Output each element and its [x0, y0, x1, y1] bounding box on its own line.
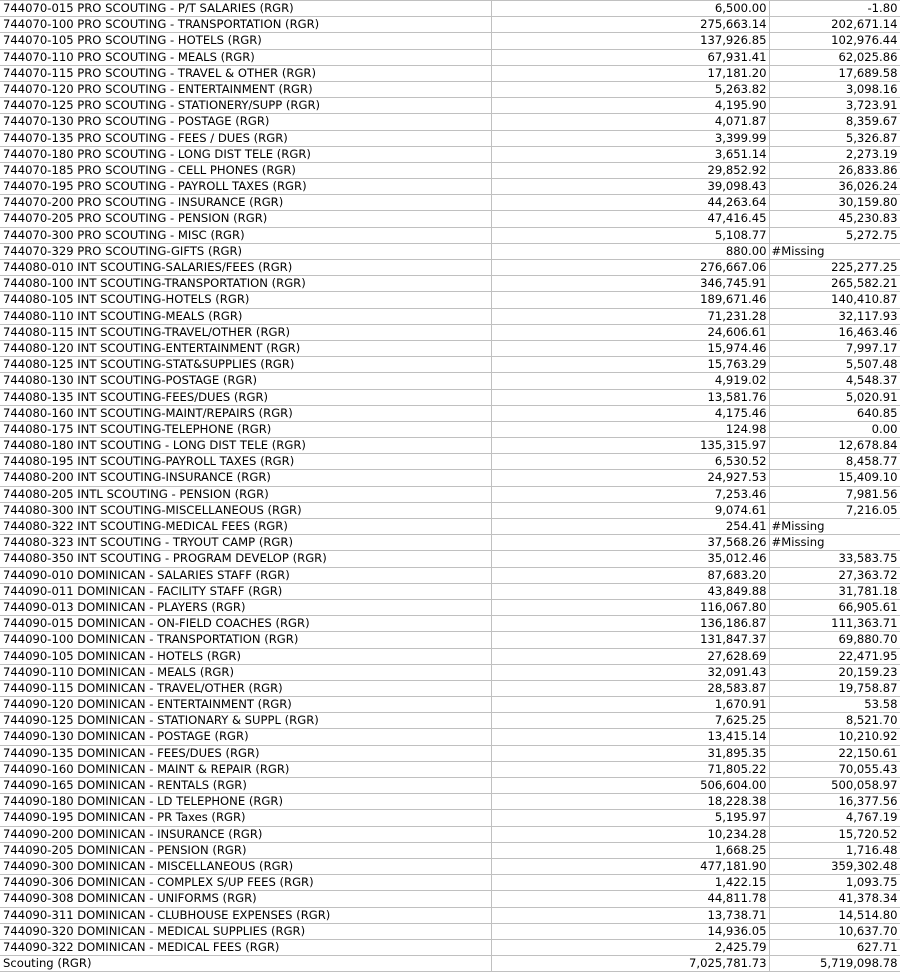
account-label-cell[interactable]: 744090-110 DOMINICAN - MEALS (RGR) [0, 664, 491, 680]
amount-cell-a[interactable]: 87,683.20 [491, 567, 769, 583]
table-row [0, 632, 900, 648]
table-row [0, 114, 900, 130]
amount-cell-a[interactable]: 6,500.00 [491, 1, 769, 17]
table-row [0, 616, 900, 632]
account-label-cell[interactable]: Scouting (RGR) [0, 956, 491, 972]
amount-cell-b[interactable]: 10,637.70 [769, 923, 900, 939]
amount-cell-b[interactable]: #Missing [769, 519, 900, 535]
amount-cell-a[interactable]: 136,186.87 [491, 616, 769, 632]
amount-cell-b[interactable]: 69,880.70 [769, 632, 900, 648]
amount-cell-a[interactable]: 7,625.25 [491, 713, 769, 729]
amount-cell-a[interactable]: 27,628.69 [491, 648, 769, 664]
account-label-cell[interactable]: 744090-010 DOMINICAN - SALARIES STAFF (RGR) [0, 567, 491, 583]
account-label-cell[interactable]: 744080-120 INT SCOUTING-ENTERTAINMENT (RGR) [0, 340, 491, 356]
amount-cell-b[interactable]: 7,216.05 [769, 502, 900, 518]
account-label-cell[interactable]: 744080-350 INT SCOUTING - PROGRAM DEVELOP (RGR) [0, 551, 491, 567]
account-label-cell[interactable]: 744090-200 DOMINICAN - INSURANCE (RGR) [0, 826, 491, 842]
table-row [0, 454, 900, 470]
amount-cell-b[interactable]: 7,997.17 [769, 340, 900, 356]
table-row [0, 713, 900, 729]
amount-cell-a[interactable]: 29,852.92 [491, 162, 769, 178]
table-row [0, 761, 900, 777]
account-label-cell[interactable]: 744080-100 INT SCOUTING-TRANSPORTATION (RGR) [0, 276, 491, 292]
table-row [0, 227, 900, 243]
account-label-cell[interactable]: 744080-175 INT SCOUTING-TELEPHONE (RGR) [0, 421, 491, 437]
amount-cell-b[interactable]: 15,720.52 [769, 826, 900, 842]
amount-cell-a[interactable]: 5,195.97 [491, 810, 769, 826]
account-label-cell[interactable]: 744080-205 INTL SCOUTING - PENSION (RGR) [0, 486, 491, 502]
table-row [0, 421, 900, 437]
table-row [0, 195, 900, 211]
table-row [0, 519, 900, 535]
account-label-cell[interactable]: 744090-322 DOMINICAN - MEDICAL FEES (RGR) [0, 939, 491, 955]
amount-cell-b[interactable]: 53.58 [769, 697, 900, 713]
amount-cell-b[interactable]: 202,671.14 [769, 17, 900, 33]
amount-cell-a[interactable]: 32,091.43 [491, 664, 769, 680]
account-label-cell[interactable]: 744080-180 INT SCOUTING - LONG DIST TELE (RGR) [0, 438, 491, 454]
amount-cell-b[interactable]: 0.00 [769, 421, 900, 437]
account-label-cell[interactable]: 744090-115 DOMINICAN - TRAVEL/OTHER (RGR) [0, 680, 491, 696]
table-row [0, 81, 900, 97]
account-label-cell[interactable]: 744090-195 DOMINICAN - PR Taxes (RGR) [0, 810, 491, 826]
table-row [0, 292, 900, 308]
table-row [0, 98, 900, 114]
table-body [0, 1, 900, 972]
table-row [0, 373, 900, 389]
amount-cell-a[interactable]: 24,927.53 [491, 470, 769, 486]
amount-cell-b[interactable]: 27,363.72 [769, 567, 900, 583]
amount-cell-a[interactable]: 7,253.46 [491, 486, 769, 502]
amount-cell-b[interactable]: 45,230.83 [769, 211, 900, 227]
table-row [0, 778, 900, 794]
amount-cell-a[interactable]: 67,931.41 [491, 49, 769, 65]
table-row [0, 794, 900, 810]
table-row [0, 389, 900, 405]
amount-cell-a[interactable]: 9,074.61 [491, 502, 769, 518]
amount-cell-a[interactable]: 1,668.25 [491, 842, 769, 858]
table-row [0, 810, 900, 826]
amount-cell-a[interactable]: 4,175.46 [491, 405, 769, 421]
table-row [0, 745, 900, 761]
amount-cell-a[interactable]: 116,067.80 [491, 599, 769, 615]
table-row [0, 179, 900, 195]
amount-cell-a[interactable]: 346,745.91 [491, 276, 769, 292]
account-label-cell[interactable]: 744080-135 INT SCOUTING-FEES/DUES (RGR) [0, 389, 491, 405]
account-label-cell[interactable]: 744090-100 DOMINICAN - TRANSPORTATION (RGR) [0, 632, 491, 648]
account-label-cell[interactable]: 744080-323 INT SCOUTING - TRYOUT CAMP (RGR) [0, 535, 491, 551]
account-label-cell[interactable]: 744090-015 DOMINICAN - ON-FIELD COACHES (RGR) [0, 616, 491, 632]
amount-cell-b[interactable]: 627.71 [769, 939, 900, 955]
amount-cell-b[interactable]: 2,273.19 [769, 146, 900, 162]
table-row [0, 599, 900, 615]
table-row [0, 260, 900, 276]
account-label-cell[interactable]: 744090-165 DOMINICAN - RENTALS (RGR) [0, 778, 491, 794]
account-label-cell[interactable]: 744090-011 DOMINICAN - FACILITY STAFF (RGR) [0, 583, 491, 599]
amount-cell-a[interactable]: 31,895.35 [491, 745, 769, 761]
amount-cell-b[interactable]: 33,583.75 [769, 551, 900, 567]
table-row [0, 826, 900, 842]
amount-cell-a[interactable]: 276,667.06 [491, 260, 769, 276]
table-row [0, 875, 900, 891]
amount-cell-b[interactable]: 500,058.97 [769, 778, 900, 794]
account-label-cell[interactable]: 744070-120 PRO SCOUTING - ENTERTAINMENT (RGR) [0, 81, 491, 97]
amount-cell-b[interactable]: 265,582.21 [769, 276, 900, 292]
amount-cell-a[interactable]: 37,568.26 [491, 535, 769, 551]
table-row [0, 243, 900, 259]
amount-cell-b[interactable]: 3,723.91 [769, 98, 900, 114]
account-label-cell[interactable]: 744090-125 DOMINICAN - STATIONARY & SUPPL (RGR) [0, 713, 491, 729]
amount-cell-a[interactable]: 71,805.22 [491, 761, 769, 777]
amount-cell-a[interactable]: 13,581.76 [491, 389, 769, 405]
amount-cell-a[interactable]: 2,425.79 [491, 939, 769, 955]
amount-cell-a[interactable]: 43,849.88 [491, 583, 769, 599]
account-label-cell[interactable]: 744070-205 PRO SCOUTING - PENSION (RGR) [0, 211, 491, 227]
amount-cell-b[interactable]: 22,150.61 [769, 745, 900, 761]
account-label-cell[interactable]: 744070-130 PRO SCOUTING - POSTAGE (RGR) [0, 114, 491, 130]
table-row [0, 340, 900, 356]
table-row [0, 858, 900, 874]
amount-cell-b[interactable]: 140,410.87 [769, 292, 900, 308]
table-row [0, 567, 900, 583]
amount-cell-b[interactable]: 26,833.86 [769, 162, 900, 178]
amount-cell-b[interactable]: 19,758.87 [769, 680, 900, 696]
amount-cell-a[interactable]: 1,422.15 [491, 875, 769, 891]
amount-cell-b[interactable]: 66,905.61 [769, 599, 900, 615]
table-row [0, 146, 900, 162]
amount-cell-a[interactable]: 4,919.02 [491, 373, 769, 389]
amount-cell-a[interactable]: 44,263.64 [491, 195, 769, 211]
amount-cell-b[interactable]: 31,781.18 [769, 583, 900, 599]
amount-cell-b[interactable]: 20,159.23 [769, 664, 900, 680]
amount-cell-a[interactable]: 10,234.28 [491, 826, 769, 842]
amount-cell-a[interactable]: 880.00 [491, 243, 769, 259]
table-row [0, 907, 900, 923]
amount-cell-a[interactable]: 15,974.46 [491, 340, 769, 356]
amount-cell-a[interactable]: 135,315.97 [491, 438, 769, 454]
account-label-cell[interactable]: 744070-135 PRO SCOUTING - FEES / DUES (RGR) [0, 130, 491, 146]
table-row [0, 211, 900, 227]
table-row [0, 405, 900, 421]
account-label-cell[interactable]: 744070-110 PRO SCOUTING - MEALS (RGR) [0, 49, 491, 65]
account-label-cell[interactable]: 744090-308 DOMINICAN - UNIFORMS (RGR) [0, 891, 491, 907]
amount-cell-b[interactable]: 5,719,098.78 [769, 956, 900, 972]
table-row [0, 470, 900, 486]
account-label-cell[interactable]: 744080-200 INT SCOUTING-INSURANCE (RGR) [0, 470, 491, 486]
account-label-cell[interactable]: 744090-320 DOMINICAN - MEDICAL SUPPLIES (RGR) [0, 923, 491, 939]
amount-cell-a[interactable]: 44,811.78 [491, 891, 769, 907]
table-row [0, 438, 900, 454]
amount-cell-b[interactable]: #Missing [769, 243, 900, 259]
amount-cell-b[interactable]: 22,471.95 [769, 648, 900, 664]
amount-cell-a[interactable]: 71,231.28 [491, 308, 769, 324]
account-label-cell[interactable]: 744080-010 INT SCOUTING-SALARIES/FEES (RGR) [0, 260, 491, 276]
table-row [0, 891, 900, 907]
table-row [0, 956, 900, 972]
amount-cell-a[interactable]: 18,228.38 [491, 794, 769, 810]
amount-cell-a[interactable]: 7,025,781.73 [491, 956, 769, 972]
table-row [0, 697, 900, 713]
table-row [0, 583, 900, 599]
amount-cell-b[interactable]: 62,025.86 [769, 49, 900, 65]
amount-cell-b[interactable]: 5,020.91 [769, 389, 900, 405]
amount-cell-b[interactable]: 17,689.58 [769, 65, 900, 81]
amount-cell-a[interactable]: 124.98 [491, 421, 769, 437]
table-row [0, 162, 900, 178]
amount-cell-b[interactable]: 640.85 [769, 405, 900, 421]
amount-cell-a[interactable]: 24,606.61 [491, 324, 769, 340]
table-row [0, 1, 900, 17]
table-row [0, 551, 900, 567]
amount-cell-a[interactable]: 3,651.14 [491, 146, 769, 162]
account-label-cell[interactable]: 744090-311 DOMINICAN - CLUBHOUSE EXPENSES (RGR) [0, 907, 491, 923]
amount-cell-b[interactable]: -1.80 [769, 1, 900, 17]
table-row [0, 535, 900, 551]
table-row [0, 648, 900, 664]
table-row [0, 357, 900, 373]
amount-cell-b[interactable]: 14,514.80 [769, 907, 900, 923]
account-label-cell[interactable]: 744080-105 INT SCOUTING-HOTELS (RGR) [0, 292, 491, 308]
table-row [0, 33, 900, 49]
table-row [0, 939, 900, 955]
amount-cell-a[interactable]: 137,926.85 [491, 33, 769, 49]
table-row [0, 502, 900, 518]
amount-cell-a[interactable]: 4,071.87 [491, 114, 769, 130]
amount-cell-b[interactable]: 5,326.87 [769, 130, 900, 146]
account-label-cell[interactable]: 744090-013 DOMINICAN - PLAYERS (RGR) [0, 599, 491, 615]
account-label-cell[interactable]: 744090-105 DOMINICAN - HOTELS (RGR) [0, 648, 491, 664]
amount-cell-b[interactable]: 30,159.80 [769, 195, 900, 211]
amount-cell-a[interactable]: 189,671.46 [491, 292, 769, 308]
amount-cell-b[interactable]: 36,026.24 [769, 179, 900, 195]
account-label-cell[interactable]: 744090-205 DOMINICAN - PENSION (RGR) [0, 842, 491, 858]
account-label-cell[interactable]: 744080-125 INT SCOUTING-STAT&SUPPLIES (RGR) [0, 357, 491, 373]
amount-cell-a[interactable]: 13,738.71 [491, 907, 769, 923]
account-label-cell[interactable]: 744080-160 INT SCOUTING-MAINT/REPAIRS (RGR) [0, 405, 491, 421]
amount-cell-a[interactable]: 4,195.90 [491, 98, 769, 114]
amount-cell-a[interactable]: 254.41 [491, 519, 769, 535]
account-label-cell[interactable]: 744070-200 PRO SCOUTING - INSURANCE (RGR) [0, 195, 491, 211]
account-label-cell[interactable]: 744080-115 INT SCOUTING-TRAVEL/OTHER (RGR) [0, 324, 491, 340]
amount-cell-b[interactable]: #Missing [769, 535, 900, 551]
amount-cell-b[interactable]: 15,409.10 [769, 470, 900, 486]
amount-cell-b[interactable]: 70,055.43 [769, 761, 900, 777]
amount-cell-b[interactable]: 4,767.19 [769, 810, 900, 826]
amount-cell-b[interactable]: 5,272.75 [769, 227, 900, 243]
amount-cell-a[interactable]: 1,670.91 [491, 697, 769, 713]
amount-cell-b[interactable]: 102,976.44 [769, 33, 900, 49]
table-row [0, 324, 900, 340]
amount-cell-a[interactable]: 35,012.46 [491, 551, 769, 567]
amount-cell-a[interactable]: 15,763.29 [491, 357, 769, 373]
amount-cell-b[interactable]: 8,359.67 [769, 114, 900, 130]
account-label-cell[interactable]: 744090-306 DOMINICAN - COMPLEX S/UP FEES (RGR) [0, 875, 491, 891]
amount-cell-b[interactable]: 16,463.46 [769, 324, 900, 340]
amount-cell-b[interactable]: 3,098.16 [769, 81, 900, 97]
account-label-cell[interactable]: 744070-115 PRO SCOUTING - TRAVEL & OTHER (RGR) [0, 65, 491, 81]
account-label-cell[interactable]: 744070-195 PRO SCOUTING - PAYROLL TAXES (RGR) [0, 179, 491, 195]
amount-cell-a[interactable]: 47,416.45 [491, 211, 769, 227]
amount-cell-b[interactable]: 16,377.56 [769, 794, 900, 810]
table-row [0, 130, 900, 146]
account-label-cell[interactable]: 744070-329 PRO SCOUTING-GIFTS (RGR) [0, 243, 491, 259]
amount-cell-a[interactable]: 39,098.43 [491, 179, 769, 195]
account-label-cell[interactable]: 744090-135 DOMINICAN - FEES/DUES (RGR) [0, 745, 491, 761]
amount-cell-a[interactable]: 506,604.00 [491, 778, 769, 794]
account-label-cell[interactable]: 744070-180 PRO SCOUTING - LONG DIST TELE (RGR) [0, 146, 491, 162]
amount-cell-b[interactable]: 10,210.92 [769, 729, 900, 745]
account-label-cell[interactable]: 744090-180 DOMINICAN - LD TELEPHONE (RGR) [0, 794, 491, 810]
amount-cell-b[interactable]: 12,678.84 [769, 438, 900, 454]
table-row [0, 49, 900, 65]
table-row [0, 664, 900, 680]
account-label-cell[interactable]: 744090-130 DOMINICAN - POSTAGE (RGR) [0, 729, 491, 745]
table-row [0, 680, 900, 696]
account-label-cell[interactable]: 744090-120 DOMINICAN - ENTERTAINMENT (RGR) [0, 697, 491, 713]
account-label-cell[interactable]: 744070-125 PRO SCOUTING - STATIONERY/SUPP (RGR) [0, 98, 491, 114]
account-label-cell[interactable]: 744070-185 PRO SCOUTING - CELL PHONES (RGR) [0, 162, 491, 178]
account-label-cell[interactable]: 744070-100 PRO SCOUTING - TRANSPORTATION (RGR) [0, 17, 491, 33]
table-row [0, 17, 900, 33]
table-row [0, 308, 900, 324]
amount-cell-b[interactable]: 8,521.70 [769, 713, 900, 729]
amount-cell-a[interactable]: 14,936.05 [491, 923, 769, 939]
amount-cell-a[interactable]: 275,663.14 [491, 17, 769, 33]
account-label-cell[interactable]: 744080-130 INT SCOUTING-POSTAGE (RGR) [0, 373, 491, 389]
table-row [0, 65, 900, 81]
amount-cell-b[interactable]: 8,458.77 [769, 454, 900, 470]
account-label-cell[interactable]: 744080-300 INT SCOUTING-MISCELLANEOUS (RGR) [0, 502, 491, 518]
account-label-cell[interactable]: 744090-300 DOMINICAN - MISCELLANEOUS (RGR) [0, 858, 491, 874]
amount-cell-b[interactable]: 41,378.34 [769, 891, 900, 907]
amount-cell-b[interactable]: 5,507.48 [769, 357, 900, 373]
amount-cell-b[interactable]: 4,548.37 [769, 373, 900, 389]
table-row [0, 486, 900, 502]
account-label-cell[interactable]: 744070-300 PRO SCOUTING - MISC (RGR) [0, 227, 491, 243]
amount-cell-a[interactable]: 13,415.14 [491, 729, 769, 745]
table-row [0, 276, 900, 292]
amount-cell-a[interactable]: 28,583.87 [491, 680, 769, 696]
amount-cell-a[interactable]: 3,399.99 [491, 130, 769, 146]
amount-cell-b[interactable]: 1,716.48 [769, 842, 900, 858]
table-row [0, 842, 900, 858]
amount-cell-a[interactable]: 5,108.77 [491, 227, 769, 243]
amount-cell-a[interactable]: 17,181.20 [491, 65, 769, 81]
amount-cell-b[interactable]: 1,093.75 [769, 875, 900, 891]
account-label-cell[interactable]: 744070-015 PRO SCOUTING - P/T SALARIES (RGR) [0, 1, 491, 17]
amount-cell-b[interactable]: 32,117.93 [769, 308, 900, 324]
amount-cell-a[interactable]: 5,263.82 [491, 81, 769, 97]
account-label-cell[interactable]: 744080-195 INT SCOUTING-PAYROLL TAXES (RGR) [0, 454, 491, 470]
account-label-cell[interactable]: 744090-160 DOMINICAN - MAINT & REPAIR (RGR) [0, 761, 491, 777]
amount-cell-a[interactable]: 477,181.90 [491, 858, 769, 874]
amount-cell-b[interactable]: 225,277.25 [769, 260, 900, 276]
amount-cell-b[interactable]: 7,981.56 [769, 486, 900, 502]
amount-cell-b[interactable]: 111,363.71 [769, 616, 900, 632]
table-row [0, 729, 900, 745]
table-row [0, 923, 900, 939]
amount-cell-b[interactable]: 359,302.48 [769, 858, 900, 874]
account-label-cell[interactable]: 744080-110 INT SCOUTING-MEALS (RGR) [0, 308, 491, 324]
amount-cell-a[interactable]: 6,530.52 [491, 454, 769, 470]
account-label-cell[interactable]: 744080-322 INT SCOUTING-MEDICAL FEES (RGR) [0, 519, 491, 535]
account-label-cell[interactable]: 744070-105 PRO SCOUTING - HOTELS (RGR) [0, 33, 491, 49]
amount-cell-a[interactable]: 131,847.37 [491, 632, 769, 648]
